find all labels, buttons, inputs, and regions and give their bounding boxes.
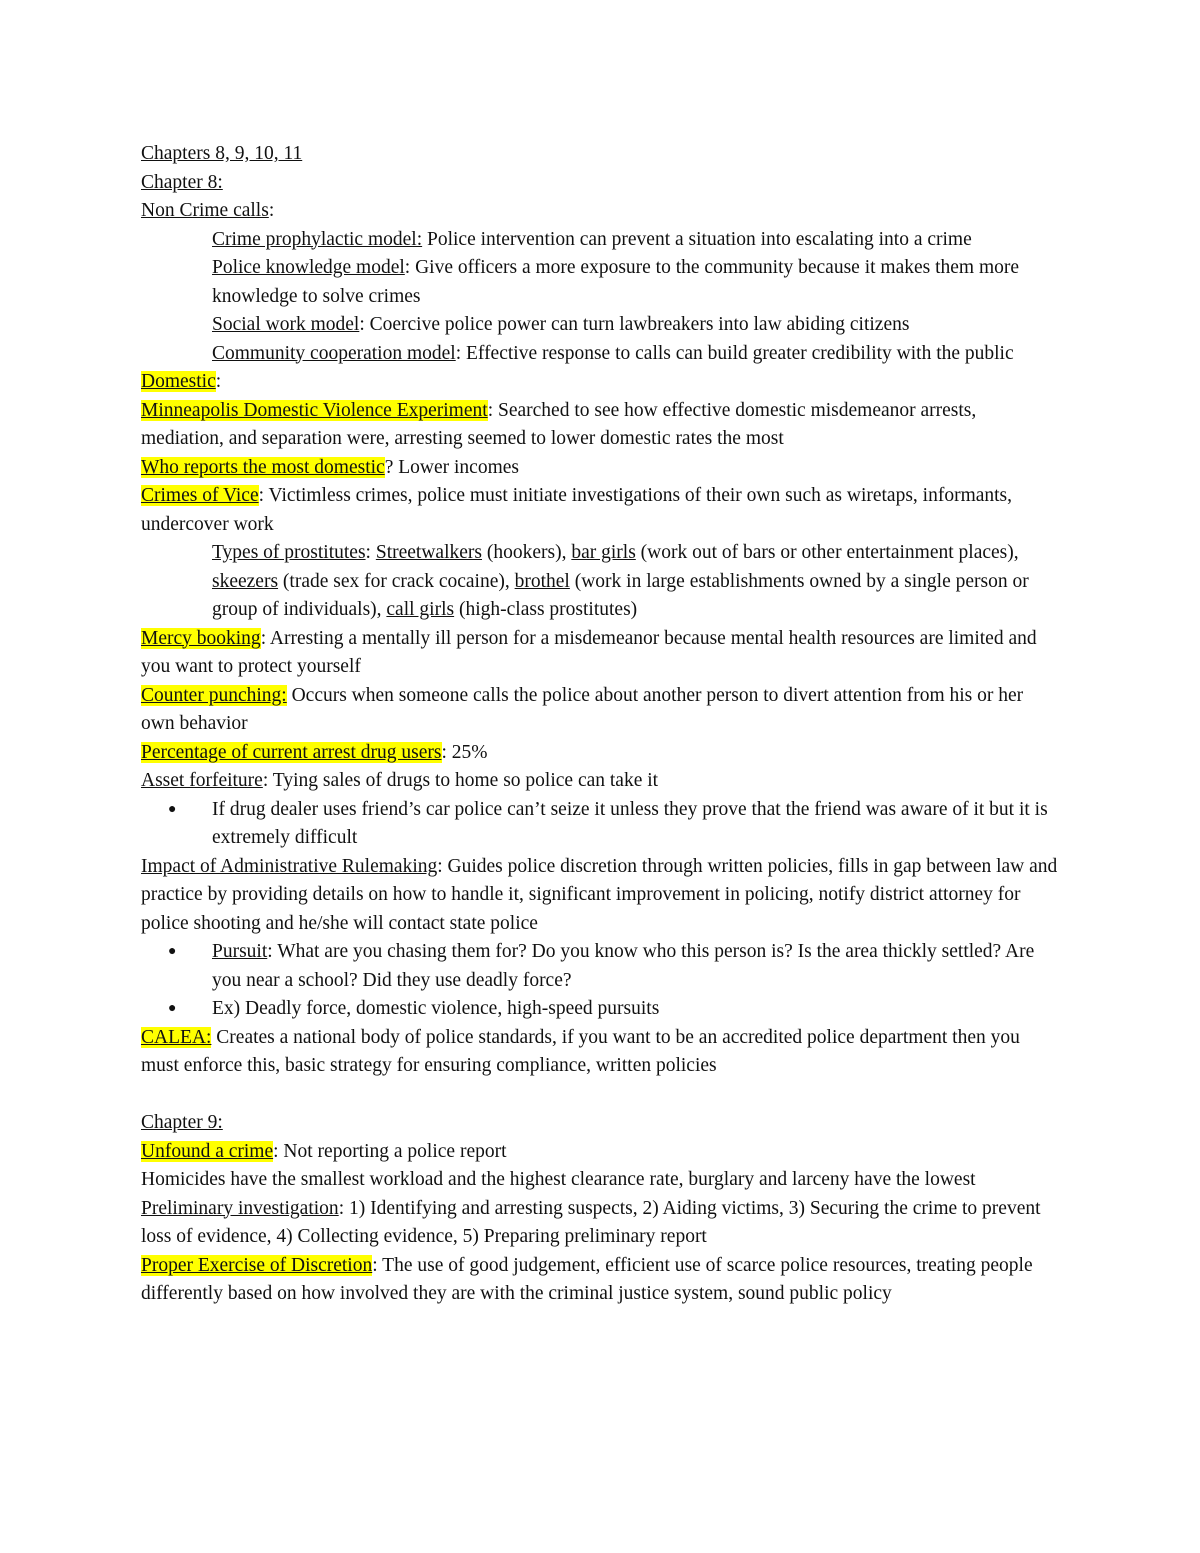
unfound-line	[141, 1138, 1061, 1167]
homicide-text: Homicides have the smallest workload and the highest clearance rate, burglary and larceny have the lowest	[141, 1169, 976, 1190]
calea-line	[141, 1024, 1061, 1081]
model-label: Crime prophylactic model:	[212, 228, 423, 250]
bullet-icon: ●	[168, 801, 177, 817]
reports-label: Who reports the most domestic	[141, 456, 385, 478]
type-desc: (high-class prostitutes)	[454, 599, 638, 620]
mercy-line	[141, 625, 1061, 682]
vice-text: : Victimless crimes, police must initiate investigations of their own such as wiretaps, informants, undercover work	[141, 485, 1013, 535]
asset-line	[141, 767, 1061, 796]
heading-line	[141, 140, 1061, 169]
domestic-line: Domestic:	[141, 371, 222, 392]
homicide-line	[141, 1166, 1061, 1195]
model-item	[141, 254, 1061, 311]
page-heading: Chapters 8, 9, 10, 11	[141, 143, 303, 164]
model-label: Police knowledge model	[212, 257, 405, 278]
vice-line	[141, 482, 1061, 539]
type-desc: (work out of bars or other entertainment places),	[635, 542, 1019, 563]
prostitutes-label: Types of prostitutes	[212, 542, 366, 563]
type-desc: (hookers),	[481, 542, 572, 563]
bullet-item	[141, 938, 1061, 995]
unfound-text: : Not reporting a police report	[273, 1140, 507, 1162]
admin-line	[141, 853, 1061, 939]
noncrime-line: Non Crime calls:	[141, 200, 275, 221]
chapter-8-title: Chapter 8:	[141, 171, 223, 193]
type-desc: (work in large establishments owned by a single person or group of individuals),	[212, 570, 1029, 620]
bullet-item	[141, 796, 1061, 853]
vice-label: Crimes of Vice	[141, 485, 259, 506]
mdve-label: Minneapolis Domestic Violence Experiment	[141, 399, 488, 421]
bullet-icon: ●	[168, 944, 177, 959]
type-term: Streetwalkers	[375, 542, 482, 563]
model-item	[141, 226, 1061, 255]
pursuit-label: Pursuit	[212, 941, 268, 962]
reports-text: ? Lower incomes	[384, 456, 519, 478]
type-term: bar girls	[571, 542, 636, 563]
separator: :	[365, 542, 376, 563]
discretion-label: Proper Exercise of Discretion	[141, 1254, 373, 1276]
mercy-text: : Arresting a mentally ill person for a misdemeanor because mental health resources are limited and you want to protect yourself	[141, 627, 1037, 677]
pct-line	[141, 739, 1061, 768]
counter-label: Counter punching:	[141, 684, 287, 706]
pct-label: Percentage of current arrest drug users	[141, 741, 442, 763]
model-item	[141, 340, 1061, 369]
asset-text: : Tying sales of drugs to home so police can take it	[262, 770, 659, 791]
blank-line	[141, 1081, 1061, 1110]
unfound-label: Unfound a crime	[141, 1140, 274, 1162]
reports-line	[141, 454, 1061, 483]
prostitutes-line	[141, 539, 1061, 625]
model-label: Community cooperation model	[212, 342, 456, 364]
discretion-line	[141, 1252, 1061, 1309]
type-term: call girls	[386, 599, 455, 620]
document-body	[141, 140, 1061, 1309]
calea-text: Creates a national body of police standards, if you want to be an accredited police department then you must enforce this, basic strategy for ensuring compliance, written policies	[141, 1026, 1020, 1076]
chapter-8-title-line	[141, 169, 1061, 198]
model-text: Police intervention can prevent a situation into escalating into a crime	[422, 228, 972, 250]
mercy-label: Mercy booking	[141, 627, 261, 649]
admin-text: : Guides police discretion through written policies, fills in gap between law and practice by providing details on how to handle it, significant improvement in policing, notify district attorney for police shooting and he/she will contact state police	[141, 855, 1058, 934]
asset-label: Asset forfeiture	[141, 770, 263, 791]
counter-text: Occurs when someone calls the police about another person to divert attention from his or her own behavior	[141, 684, 1024, 734]
counter-line	[141, 682, 1061, 739]
model-label: Social work model	[212, 314, 360, 335]
bullet-text: If drug dealer uses friend’s car police can’t seize it unless they prove that the friend was aware of it but it is extremely difficult	[212, 798, 1048, 848]
type-desc: (trade sex for crack cocaine),	[278, 570, 515, 592]
model-text: : Give officers a more exposure to the community because it makes them more knowledge to solve crimes	[212, 257, 1020, 307]
prelim-line	[141, 1195, 1061, 1252]
pct-text: : 25%	[441, 741, 488, 763]
model-item	[141, 311, 1061, 340]
bullet-text: Ex) Deadly force, domestic violence, high-speed pursuits	[212, 998, 660, 1019]
calea-label: CALEA:	[141, 1026, 212, 1048]
type-term: skeezers	[212, 570, 279, 592]
bullet-icon: ●	[168, 1001, 177, 1016]
mdve-line	[141, 397, 1061, 454]
model-text: : Effective response to calls can build greater credibility with the public	[455, 342, 1014, 364]
model-text: : Coercive police power can turn lawbreakers into law abiding citizens	[359, 314, 910, 335]
noncrime-label: Non Crime calls	[141, 200, 269, 221]
bullet-item	[141, 995, 1061, 1024]
prelim-text: : 1) Identifying and arresting suspects, 2) Aiding victims, 3) Securing the crime to prevent loss of evidence, 4) Collecting evidence, 5) Preparing preliminary report	[141, 1197, 1041, 1247]
chapter-9-title: Chapter 9:	[141, 1112, 223, 1133]
pursuit-text: : What are you chasing them for? Do you know who this person is? Is the area thickly settled? Are you near a school? Did they use deadly force?	[212, 941, 1035, 991]
mdve-text: : Searched to see how effective domestic misdemeanor arrests, mediation, and separation were, arresting seemed to lower domestic rates the most	[141, 399, 977, 449]
discretion-text: : The use of good judgement, efficient use of scarce police resources, treating people differently based on how involved they are with the criminal justice system, sound public policy	[141, 1254, 1033, 1304]
domestic-label: Domestic	[141, 371, 216, 392]
chapter-9-title-line	[141, 1109, 1061, 1138]
type-term: brothel	[514, 570, 570, 592]
prelim-label: Preliminary investigation	[141, 1197, 339, 1219]
admin-label: Impact of Administrative Rulemaking	[141, 855, 438, 877]
